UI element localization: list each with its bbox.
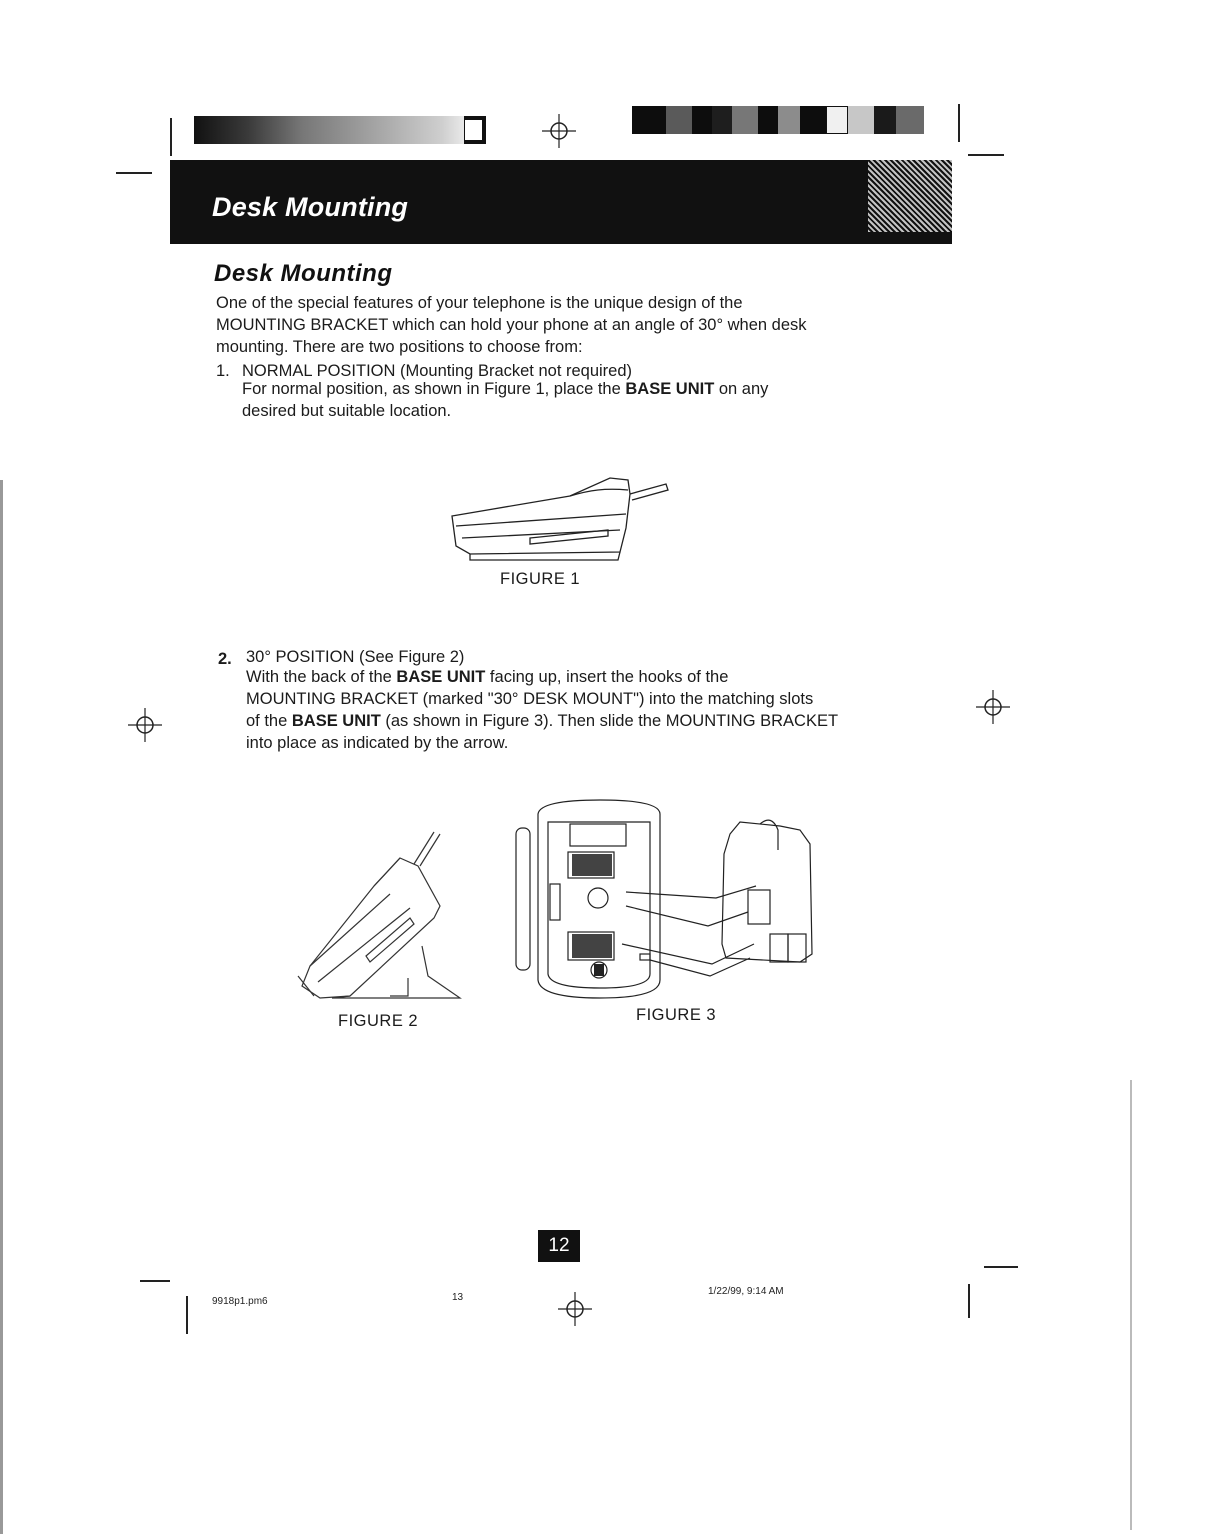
item-line: For normal position, as shown in Figure 1, place the BASE UNIT on any (242, 380, 769, 398)
intro-line: One of the special features of your telephone is the unique design of the (216, 294, 743, 312)
trim-line (958, 104, 960, 142)
header-band (170, 160, 952, 244)
registration-mark-icon (542, 114, 576, 148)
item-line: desired but suitable location. (242, 402, 452, 420)
item-line: of the BASE UNIT (as shown in Figure 3). Then slide the MOUNTING BRACKET (246, 712, 839, 730)
footer-timestamp: 1/22/99, 9:14 AM (708, 1286, 784, 1297)
figure-2-caption: FIGURE 2 (338, 1012, 419, 1030)
intro-line: MOUNTING BRACKET which can hold your phone at an angle of 30° when desk (216, 316, 807, 334)
color-bar-left (194, 116, 486, 144)
intro-line: mounting. There are two positions to choose from: (216, 338, 583, 356)
color-bar-right (632, 106, 924, 134)
scan-edge (0, 480, 3, 1534)
section-title: Desk Mounting (214, 260, 393, 287)
footer-sheet-number: 13 (452, 1292, 464, 1303)
base-unit-term: BASE UNIT (291, 712, 381, 730)
trim-line (140, 1280, 170, 1282)
registration-mark-icon (558, 1292, 592, 1326)
figure-3-caption: FIGURE 3 (636, 1006, 717, 1024)
halftone-pattern (868, 160, 952, 232)
trim-line (186, 1296, 188, 1334)
registration-mark-icon (976, 690, 1010, 724)
item-line: With the back of the BASE UNIT facing up, insert the hooks of the (246, 668, 729, 686)
item-number: 1. (216, 362, 230, 380)
trim-line (968, 154, 1004, 156)
registration-mark-icon (128, 708, 162, 742)
figure-1-illustration (440, 468, 680, 568)
item-number: 2. (218, 650, 232, 668)
footer-filename: 9918p1.pm6 (212, 1296, 268, 1307)
item-body (242, 378, 902, 422)
header-title: Desk Mounting (212, 192, 409, 222)
trim-line (984, 1266, 1018, 1268)
trim-line (116, 172, 152, 174)
page-number: 12 (538, 1230, 580, 1262)
trim-line (968, 1284, 970, 1318)
trim-line (170, 118, 172, 156)
base-unit-term: BASE UNIT (625, 380, 715, 398)
base-unit-term: BASE UNIT (396, 668, 486, 686)
item-line: MOUNTING BRACKET (marked "30° DESK MOUNT") into the matching slots (246, 690, 814, 708)
intro-paragraph (216, 292, 896, 358)
scan-edge (1130, 1080, 1132, 1530)
figure-2-illustration (290, 826, 470, 1006)
figure-1-caption: FIGURE 1 (500, 570, 581, 588)
item-heading: 30° POSITION (See Figure 2) (246, 648, 465, 666)
item-line: into place as indicated by the arrow. (246, 734, 509, 752)
item-body (246, 666, 906, 754)
item-heading: NORMAL POSITION (Mounting Bracket not required) (242, 362, 633, 380)
figure-3-illustration (510, 794, 830, 1004)
